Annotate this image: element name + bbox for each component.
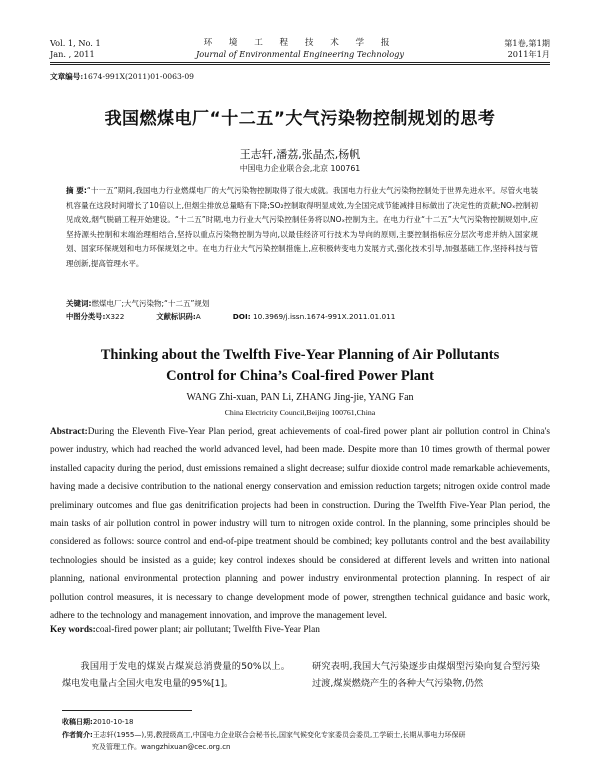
body-paragraph: 我国用于发电的煤炭占煤炭总消费量的50%以上。煤电发电量占全国火电发电量的95%[1]。 — [62, 661, 290, 689]
journal-name-en: Journal of Environmental Engineering Technology — [195, 48, 405, 59]
header-rule-bottom — [50, 64, 550, 65]
chinese-keywords-text: 燃煤电厂;大气污染物;“十二五”规划 — [91, 299, 210, 308]
english-abstract-label: Abstract: — [50, 427, 88, 437]
publication-date-en: Jan. , 2011 — [50, 48, 95, 59]
received-date-label: 收稿日期: — [62, 718, 93, 726]
english-title — [0, 345, 600, 387]
author-bio-label: 作者简介: — [62, 730, 93, 739]
chinese-authors: 王志轩,潘荔,张晶杰,杨帆 — [239, 148, 361, 161]
english-keywords-label: Key words: — [50, 625, 96, 635]
volume-issue-cn: 第1卷,第1期 — [504, 38, 550, 48]
doi-value: 10.3969/j.issn.1674-991X.2011.01.011 — [252, 312, 396, 321]
doc-code-value: A — [195, 312, 201, 321]
chinese-abstract-text: “十一五”期间,我国电力行业燃煤电厂的大气污染物控制取得了很大成就。我国电力行业大气污染物控制处于世界先进水平。尽管火电装机容量在这段时间增长了10倍以上,但烟尘排放总量略有下降;SO₂控制取得明显成效,为全国完成节能减排目标做出了决定性的贡献;NOₓ控制初见成效,烟气脱硝工程开始建设。“十二五”时期,电力行业大气污染控制任务将以NOₓ控制为主。在电力行业“十二五”大气污染物控制规划中,应坚持源头控制和末端治理相结合,坚持以重点污染物控制为导向,以最佳经济可行技术为导向的原则,主要控制指标应分层次考虑并纳入国家规划、国家环保规划和电力环保规划之中。在电力行业大气污染控制措施上,应积极转变电力发展方式,强化技术引导,加强基础工作,坚持科技与管理创新,提高管理水平。 — [66, 186, 538, 268]
chinese-affiliation: 中国电力企业联合会,北京 100761 — [239, 164, 361, 173]
chinese-keywords-label: 关键词: — [66, 299, 92, 308]
article-number-label: 文章编号: — [50, 72, 84, 81]
chinese-abstract — [66, 184, 538, 272]
english-affiliation: China Electricity Council,Beijing 100761,China — [224, 408, 376, 417]
english-title-line-2: Control for China’s Coal-fired Power Plant — [166, 368, 434, 384]
article-number — [50, 71, 194, 82]
received-date-value: 2010-10-18 — [92, 718, 134, 726]
body-column-left — [62, 658, 290, 692]
running-header-left — [50, 38, 101, 59]
body-paragraph: 研究表明,我国大气污染逐步由煤烟型污染向复合型污染过渡,煤炭燃烧产生的各种大气污染物,仍然 — [312, 661, 540, 689]
body-column-right — [312, 658, 540, 692]
header-rule-top — [50, 62, 550, 63]
english-keywords-text: coal-fired power plant; air pollutant; Twelfth Five-Year Plan — [95, 625, 320, 635]
chinese-title: 我国燃煤电厂“十二五”大气污染物控制规划的思考 — [104, 109, 496, 129]
english-title-line-1: Thinking about the Twelfth Five-Year Planning of Air Pollutants — [100, 347, 500, 363]
footnote-rule — [62, 710, 192, 711]
running-header-right — [504, 38, 550, 59]
received-date — [62, 716, 542, 729]
chinese-keywords — [66, 298, 538, 310]
english-keywords — [50, 625, 550, 635]
english-authors: WANG Zhi-xuan, PAN Li, ZHANG Jing-jie, YANG Fan — [186, 392, 414, 403]
doi-label: DOI: — [232, 312, 251, 321]
author-bio-line-1: 王志轩(1955—),男,教授级高工,中国电力企业联合会秘书长,国家气候变化专家委员会委员,工学硕士,长期从事电力环保研 — [92, 730, 466, 739]
volume-issue: Vol. 1, No. 1 — [50, 38, 101, 48]
publication-date-cn: 2011年1月 — [507, 48, 550, 59]
article-number-value: 1674-991X(2011)01-0063-09 — [83, 72, 195, 81]
footnote — [62, 716, 542, 754]
doc-code-label: 文献标识码: — [156, 312, 196, 321]
journal-name-cn: 环 境 工 程 技 术 学 报 — [203, 38, 397, 48]
author-bio — [62, 729, 542, 742]
classification-line — [66, 312, 546, 322]
english-abstract-text: During the Eleventh Five-Year Plan period, great achievements of coal-fired power plant air pollution control in China's power industry, which had reached the world advanced level, had been made. Despite more than 10 times growth of thermal power installed capacity during the period, dust emissions remained a slight decrease; sulfur dioxide control made remarkable achievements, having made a decisive contribution to the national energy conservation and emission reduction targets; nitrogen oxide control made preliminary outcomes and flue gas denitrification projects had been in construction. During the Twelfth Five-Year Plan period, the main tasks of air pollution control in power industry will turn to nitrogen oxide control. In the planning, some principles should be considered as follows: source control and end-of-pipe treatment should be combined; key pollutants control and the best availability technologies should be insisted as a guide; key control indexes should be considered at different levels and written into national planning, national environmental protection planning and power industry environmental protection planning. In respect of air pollution control measures, it is necessary to change development mode of power, strengthen technical guidance and basic work, adhere to the technology and management innovation, and improve the management level. — [50, 427, 550, 622]
running-header-center — [160, 38, 440, 59]
author-bio-line-2: 究及管理工作。wangzhixuan@cec.org.cn — [92, 743, 231, 751]
english-abstract — [50, 423, 550, 625]
clc-label: 中图分类号: — [66, 312, 106, 321]
clc-value: X322 — [105, 312, 125, 321]
chinese-abstract-label: 摘 要: — [66, 186, 87, 195]
